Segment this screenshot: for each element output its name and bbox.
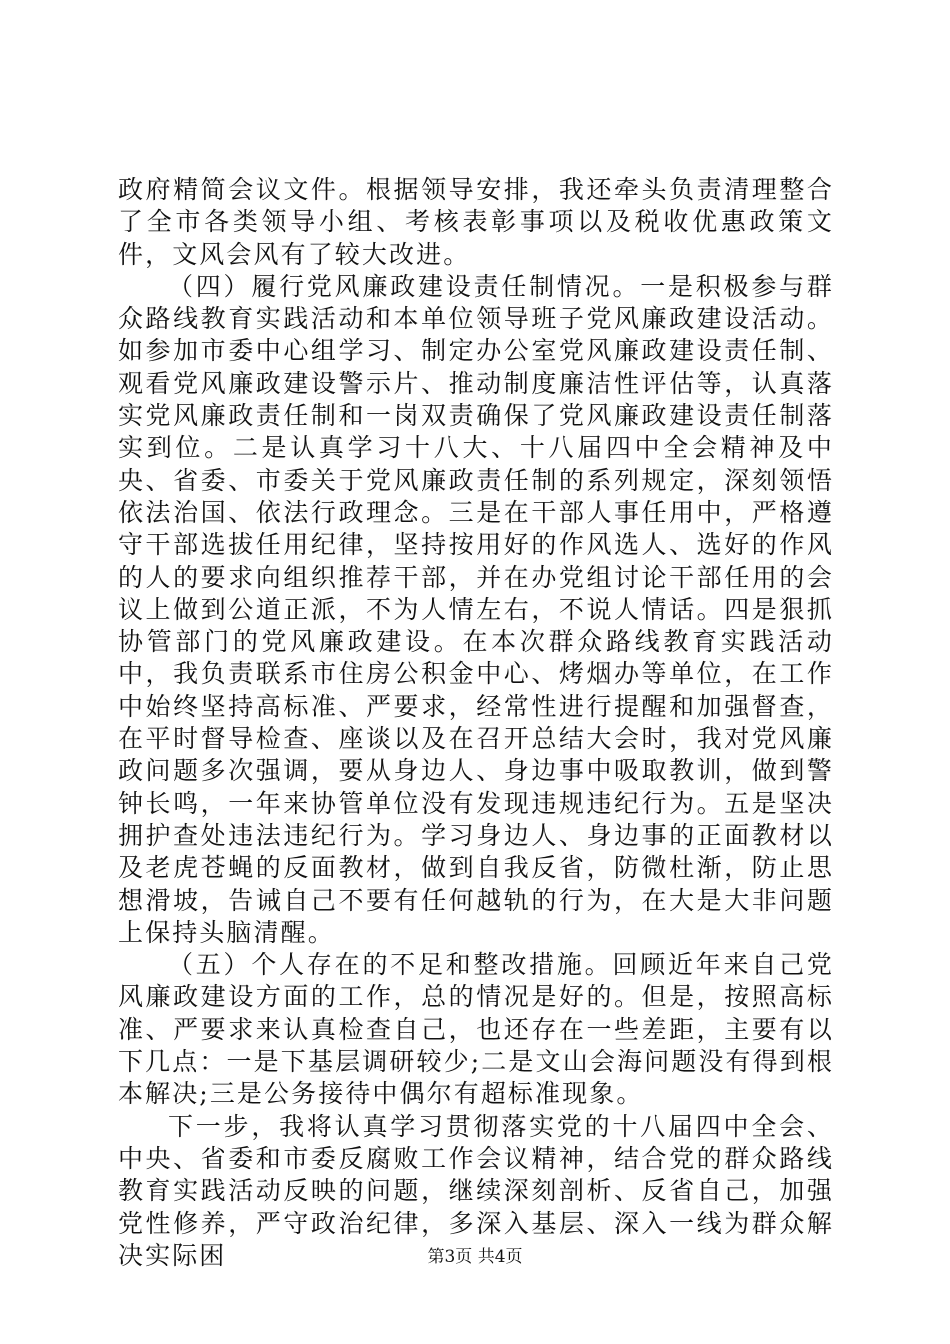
paragraph-continuation: 政府精简会议文件。根据领导安排，我还牵头负责清理整合了全市各类领导小组、考核表彰事项以及税收优惠政策文件，文风会风有了较大改进。 <box>118 175 834 269</box>
document-body <box>118 174 834 1272</box>
page-number-footer: 第3页 共4页 <box>427 1247 523 1267</box>
paragraph-section-4: （四）履行党风廉政建设责任制情况。一是积极参与群众路线教育实践活动和本单位领导班子党风廉政建设活动。如参加市委中心组学习、制定办公室党风廉政建设责任制、观看党风廉政建设警示片、推动制度廉洁性评估等，认真落实党风廉政责任制和一岗双责确保了党风廉政建设责任制落实到位。二是认真学习十八大、十八届四中全会精神及中央、省委、市委关于党风廉政责任制的系列规定，深刻领悟依法治国、依法行政理念。三是在干部人事任用中，严格遵守干部选拔任用纪律，坚持按用好的作风选人、选好的作风的人的要求向组织推荐干部，并在办党组讨论干部任用的会议上做到公道正派，不为人情左右，不说人情话。四是狠抓协管部门的党风廉政建设。在本次群众路线教育实践活动中，我负责联系市住房公积金中心、烤烟办等单位，在工作中始终坚持高标准、严要求，经常性进行提醒和加强督查，在平时督导检查、座谈以及在召开总结大会时，我对党风廉政问题多次强调，要从身边人、身边事中吸取教训，做到警钟长鸣，一年来协管单位没有发现违规违纪行为。五是坚决拥护查处违法违纪行为。学习身边人、身边事的正面教材以及老虎苍蝇的反面教材，做到自我反省，防微杜渐，防止思想滑坡，告诫自己不要有任何越轨的行为，在大是大非问题上保持头脑清醒。 <box>118 271 834 947</box>
paragraph-next-steps: 下一步，我将认真学习贯彻落实党的十八届四中全会、中央、省委和市委反腐败工作会议精神，结合党的群众路线教育实践活动反映的问题，继续深刻剖析、反省自己，加强党性修养，严守政治纪律，多深入基层、深入一线为群众解决实际困 <box>118 1111 834 1270</box>
paragraph-section-5: （五）个人存在的不足和整改措施。回顾近年来自己党风廉政建设方面的工作，总的情况是好的。但是，按照高标准、严要求来认真检查自己，也还存在一些差距，主要有以下几点：一是下基层调研较少;二是文山会海问题没有得到根本解决;三是公务接待中偶尔有超标准现象。 <box>118 950 834 1109</box>
